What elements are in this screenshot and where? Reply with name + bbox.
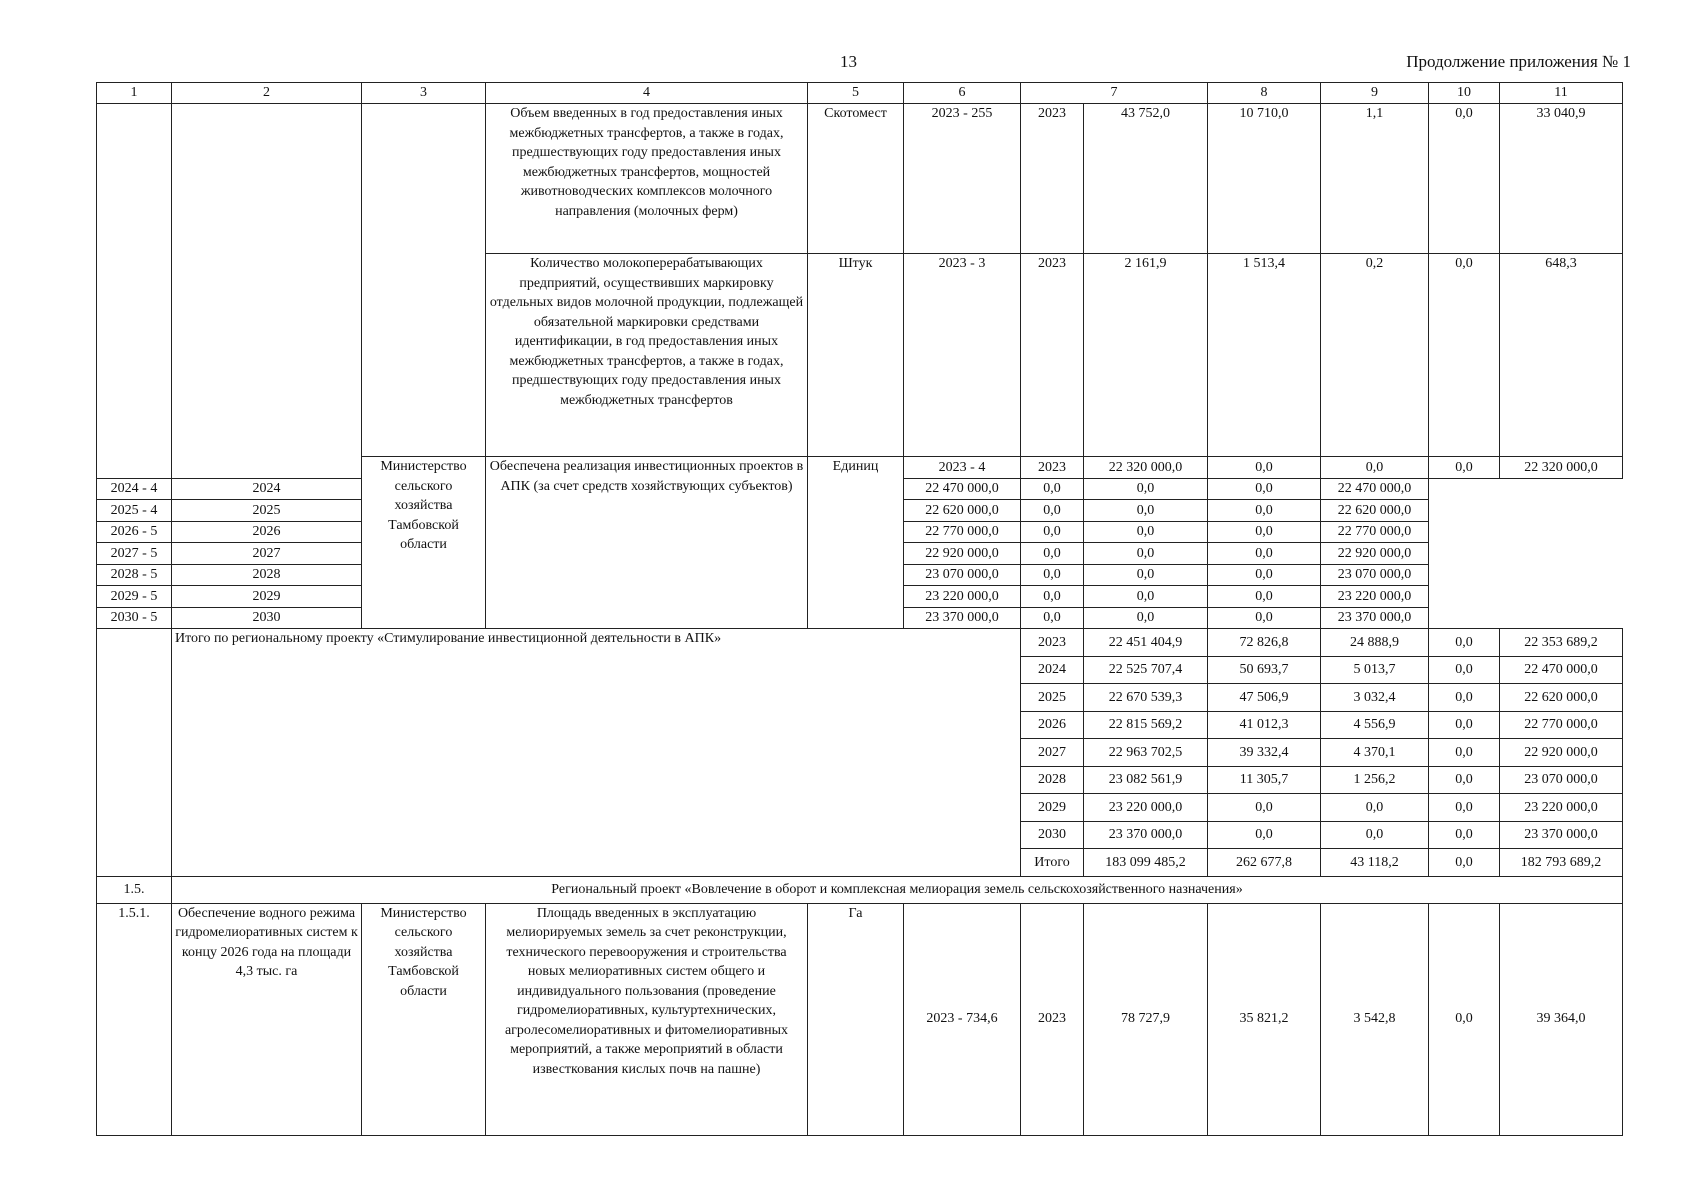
value-cell: 0,0	[1429, 254, 1500, 457]
year-cell: 2023	[1021, 254, 1084, 457]
value-cell: 0,0	[1084, 500, 1208, 522]
value-cell: 47 506,9	[1208, 684, 1321, 712]
target-cell: 2025 - 4	[97, 500, 172, 522]
value-cell: 0,0	[1084, 478, 1208, 500]
value-cell: 22 470 000,0	[1321, 478, 1429, 500]
indicator-text: Объем введенных в год предоставления иных межбюджетных трансфертов, а также в годах, предшествующих году предоставления иных межбюджетных трансфертов, мощностей животноводческих комплексов молочного направления (молочных ферм)	[486, 104, 808, 254]
value-cell: 1,1	[1321, 104, 1429, 254]
year-cell: 2024	[172, 478, 362, 500]
value-cell: 0,0	[1321, 821, 1429, 849]
row-number: 1.5.1.	[97, 903, 172, 1135]
value-cell: 22 451 404,9	[1084, 629, 1208, 657]
value-cell: 23 220 000,0	[904, 586, 1021, 608]
value-cell: 0,0	[1429, 711, 1500, 739]
year-cell: 2027	[172, 543, 362, 565]
header-cell: 5	[808, 83, 904, 104]
year-cell: 2027	[1021, 739, 1084, 767]
target-cell: 2027 - 5	[97, 543, 172, 565]
value-cell: 22 620 000,0	[1500, 684, 1623, 712]
year-cell: 2030	[1021, 821, 1084, 849]
value-cell: 0,0	[1084, 564, 1208, 586]
value-cell: 22 320 000,0	[1084, 457, 1208, 479]
executor-text: Министерство сельского хозяйства Тамбовской области	[362, 457, 486, 629]
value-cell: 0,0	[1429, 821, 1500, 849]
year-cell: 2026	[172, 521, 362, 543]
value-cell: 39 332,4	[1208, 739, 1321, 767]
target-cell: 2023 - 255	[904, 104, 1021, 254]
indicator-text: Количество молокоперерабатывающих предприятий, осуществивших маркировку отдельных видов молочной продукции, подлежащей обязательной маркировки средствами идентификации, в год предоставления иных межбюджетных трансфертов, а также в годах, предшествующих году предоставления иных межбюджетных трансфертов	[486, 254, 808, 457]
value-cell: 1 513,4	[1208, 254, 1321, 457]
program-table	[96, 82, 1623, 1136]
year-cell: 2028	[172, 564, 362, 586]
value-cell: 22 470 000,0	[1500, 656, 1623, 684]
value-cell: 22 670 539,3	[1084, 684, 1208, 712]
year-cell: 2025	[172, 500, 362, 522]
value-cell: 0,0	[1208, 794, 1321, 822]
value-cell: 5 013,7	[1321, 656, 1429, 684]
unit-cell: Скотомест	[808, 104, 904, 254]
target-cell: 2028 - 5	[97, 564, 172, 586]
value-cell: 22 320 000,0	[1500, 457, 1623, 479]
value-cell: 0,0	[1429, 457, 1500, 479]
value-cell: 183 099 485,2	[1084, 849, 1208, 877]
value-cell: 182 793 689,2	[1500, 849, 1623, 877]
target-cell: 2024 - 4	[97, 478, 172, 500]
year-cell: 2023	[1021, 104, 1084, 254]
year-cell: 2029	[1021, 794, 1084, 822]
appendix-label: Продолжение приложения № 1	[1406, 52, 1631, 71]
value-cell: 0,0	[1429, 104, 1500, 254]
value-cell: 22 525 707,4	[1084, 656, 1208, 684]
header-cell: 11	[1500, 83, 1623, 104]
value-cell: 0,0	[1208, 586, 1321, 608]
section-number: 1.5.	[97, 876, 172, 903]
header-cell: 8	[1208, 83, 1321, 104]
value-cell: 22 770 000,0	[1500, 711, 1623, 739]
value-cell: 0,0	[1429, 684, 1500, 712]
value-cell: 0,0	[1321, 794, 1429, 822]
year-cell: 2025	[1021, 684, 1084, 712]
target-cell: 2023 - 4	[904, 457, 1021, 479]
year-cell: 2023	[1021, 457, 1084, 479]
value-cell: 24 888,9	[1321, 629, 1429, 657]
value-cell: 0,0	[1208, 457, 1321, 479]
header-row	[97, 83, 1623, 104]
header-cell: 4	[486, 83, 808, 104]
value-cell: 23 370 000,0	[904, 607, 1021, 629]
total-row	[97, 629, 1623, 657]
year-cell: 2030	[172, 607, 362, 629]
value-cell: 3 032,4	[1321, 684, 1429, 712]
value-cell: 11 305,7	[1208, 766, 1321, 794]
target-cell: 2023 - 3	[904, 254, 1021, 457]
value-cell: 23 220 000,0	[1321, 586, 1429, 608]
value-cell: 0,0	[1321, 457, 1429, 479]
value-cell: 33 040,9	[1500, 104, 1623, 254]
event-text: Обеспечение водного режима гидромелиоративных систем к концу 2026 года на площади 4,3 тыс. га	[172, 903, 362, 1135]
unit-cell: Га	[808, 903, 904, 1135]
total-label: Итого по региональному проекту «Стимулирование инвестиционной деятельности в АПК»	[172, 629, 1021, 877]
value-cell: 0,0	[1084, 521, 1208, 543]
value-cell: 22 353 689,2	[1500, 629, 1623, 657]
header-cell: 6	[904, 83, 1021, 104]
target-cell: 2029 - 5	[97, 586, 172, 608]
value-cell: 0,0	[1429, 629, 1500, 657]
value-cell: 0,0	[1208, 607, 1321, 629]
header-cell: 1	[97, 83, 172, 104]
value-cell: 10 710,0	[1208, 104, 1321, 254]
cell-number	[97, 104, 172, 479]
section-row	[97, 876, 1623, 903]
value-cell: 0,2	[1321, 254, 1429, 457]
value-cell: 22 963 702,5	[1084, 739, 1208, 767]
value-cell: 22 770 000,0	[904, 521, 1021, 543]
value-cell: 1 256,2	[1321, 766, 1429, 794]
value-cell: 22 770 000,0	[1321, 521, 1429, 543]
table-row	[97, 104, 1623, 254]
value-cell: 78 727,9	[1084, 903, 1208, 1135]
value-cell: 22 815 569,2	[1084, 711, 1208, 739]
header-cell: 7	[1021, 83, 1208, 104]
cell-executor	[362, 104, 486, 457]
value-cell: 3 542,8	[1321, 903, 1429, 1135]
value-cell: 22 920 000,0	[1321, 543, 1429, 565]
section-title: Региональный проект «Вовлечение в оборот и комплексная мелиорация земель сельскохозяйственного назначения»	[172, 876, 1623, 903]
value-cell: 35 821,2	[1208, 903, 1321, 1135]
value-cell: 39 364,0	[1500, 903, 1623, 1135]
value-cell: 4 370,1	[1321, 739, 1429, 767]
value-cell: 2 161,9	[1084, 254, 1208, 457]
value-cell: 262 677,8	[1208, 849, 1321, 877]
value-cell: 22 470 000,0	[904, 478, 1021, 500]
target-cell: 2030 - 5	[97, 607, 172, 629]
year-cell: Итого	[1021, 849, 1084, 877]
value-cell: 0,0	[1208, 564, 1321, 586]
value-cell: 23 220 000,0	[1500, 794, 1623, 822]
value-cell: 648,3	[1500, 254, 1623, 457]
value-cell: 0,0	[1208, 478, 1321, 500]
value-cell: 0,0	[1208, 521, 1321, 543]
header-cell: 2	[172, 83, 362, 104]
value-cell: 72 826,8	[1208, 629, 1321, 657]
value-cell: 0,0	[1208, 821, 1321, 849]
value-cell: 22 620 000,0	[904, 500, 1021, 522]
value-cell: 22 920 000,0	[904, 543, 1021, 565]
executor-text: Министерство сельского хозяйства Тамбовской области	[362, 903, 486, 1135]
value-cell: 0,0	[1084, 543, 1208, 565]
page-number: 13	[840, 52, 857, 71]
year-cell: 2023	[1021, 903, 1084, 1135]
unit-cell: Штук	[808, 254, 904, 457]
value-cell: 23 070 000,0	[1500, 766, 1623, 794]
table-row	[97, 903, 1623, 1135]
value-cell: 23 070 000,0	[904, 564, 1021, 586]
year-cell: 2029	[172, 586, 362, 608]
indicator-text: Площадь введенных в эксплуатацию мелиорируемых земель за счет реконструкции, технического перевооружения и строительства новых мелиоративных систем общего и индивидуального пользования (проведение гидромелиоративных, культуртехнических, агролесомелиоративных и фитомелиоративных мероприятий, а также мероприятий в области известкования кислых почв на пашне)	[486, 903, 808, 1135]
value-cell: 22 620 000,0	[1321, 500, 1429, 522]
cell-event	[172, 104, 362, 479]
value-cell: 23 370 000,0	[1084, 821, 1208, 849]
value-cell: 0,0	[1429, 656, 1500, 684]
value-cell: 23 370 000,0	[1321, 607, 1429, 629]
value-cell: 43 752,0	[1084, 104, 1208, 254]
year-cell: 2028	[1021, 766, 1084, 794]
value-cell: 23 070 000,0	[1321, 564, 1429, 586]
value-cell: 0,0	[1021, 521, 1084, 543]
value-cell: 0,0	[1084, 586, 1208, 608]
value-cell: 0,0	[1208, 500, 1321, 522]
value-cell: 0,0	[1021, 478, 1084, 500]
value-cell: 0,0	[1429, 739, 1500, 767]
target-cell: 2026 - 5	[97, 521, 172, 543]
value-cell: 0,0	[1208, 543, 1321, 565]
value-cell: 23 082 561,9	[1084, 766, 1208, 794]
unit-cell: Единиц	[808, 457, 904, 629]
value-cell: 23 370 000,0	[1500, 821, 1623, 849]
header-cell: 3	[362, 83, 486, 104]
value-cell: 0,0	[1429, 903, 1500, 1135]
cell-number	[97, 629, 172, 877]
value-cell: 0,0	[1021, 543, 1084, 565]
value-cell: 0,0	[1429, 794, 1500, 822]
value-cell: 0,0	[1021, 500, 1084, 522]
value-cell: 41 012,3	[1208, 711, 1321, 739]
header-cell: 10	[1429, 83, 1500, 104]
value-cell: 50 693,7	[1208, 656, 1321, 684]
year-cell: 2024	[1021, 656, 1084, 684]
value-cell: 0,0	[1084, 607, 1208, 629]
value-cell: 0,0	[1021, 607, 1084, 629]
year-cell: 2023	[1021, 629, 1084, 657]
value-cell: 23 220 000,0	[1084, 794, 1208, 822]
value-cell: 0,0	[1429, 766, 1500, 794]
indicator-text: Обеспечена реализация инвестиционных проектов в АПК (за счет средств хозяйствующих субъектов)	[486, 457, 808, 629]
value-cell: 43 118,2	[1321, 849, 1429, 877]
value-cell: 0,0	[1021, 564, 1084, 586]
value-cell: 0,0	[1429, 849, 1500, 877]
value-cell: 4 556,9	[1321, 711, 1429, 739]
target-cell: 2023 - 734,6	[904, 903, 1021, 1135]
value-cell: 22 920 000,0	[1500, 739, 1623, 767]
header-cell: 9	[1321, 83, 1429, 104]
year-cell: 2026	[1021, 711, 1084, 739]
value-cell: 0,0	[1021, 586, 1084, 608]
